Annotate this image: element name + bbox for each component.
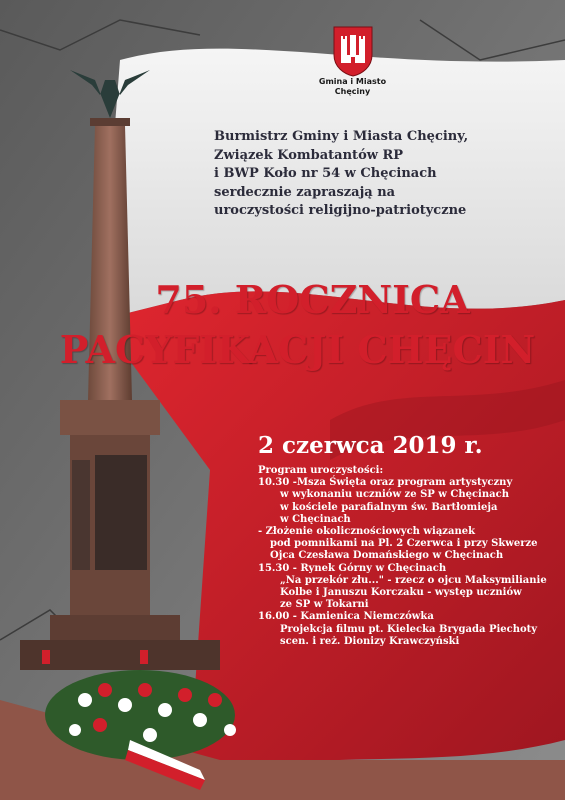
program-lines — [258, 477, 558, 648]
program-line: w kościele parafialnym św. Bartłomieja — [280, 501, 498, 513]
program-line: Kolbe i Januszu Korczaku - występ uczniów — [280, 587, 522, 599]
program-line: w wykonaniu uczniów ze SP w Chęcinach — [280, 489, 509, 501]
event-program — [258, 465, 558, 648]
program-line: Projekcja filmu pt. Kielecka Brygada Piechoty — [280, 623, 538, 635]
program-line: „Na przekór złu..." - rzecz o ojcu Maksymilianie — [280, 574, 547, 586]
program-line: 10.30 -Msza Święta oraz program artystyczny — [258, 477, 513, 489]
municipality-logo — [315, 25, 390, 97]
program-heading: Program uroczystości: — [258, 465, 384, 476]
invitation-line: i BWP Koło nr 54 w Chęcinach — [214, 166, 437, 181]
program-line: pod pomnikami na Pl. 2 Czerwca i przy Skwerze — [270, 538, 538, 550]
coat-of-arms-icon — [332, 25, 374, 77]
logo-text-line2: Chęciny — [334, 87, 371, 96]
invitation-line: serdecznie zapraszają na — [214, 184, 396, 200]
obelisk-plaque — [95, 455, 147, 570]
program-line: ze SP w Tokarni — [280, 599, 369, 611]
program-line: - Złożenie okolicznościowych wiązanek — [258, 526, 476, 538]
obelisk-capital — [60, 400, 160, 435]
invitation-line: Związek Kombatantów RP — [214, 147, 404, 163]
program-line: Ojca Czesława Domańskiego w Chęcinach — [270, 550, 504, 562]
program-line: w Chęcinach — [280, 513, 351, 525]
invitation-line: Burmistrz Gminy i Miasta Chęciny, — [214, 129, 469, 144]
logo-text-line1: Gmina i Miasto — [318, 77, 387, 86]
title-line2: PACYFIKACJI CHĘCIN — [59, 327, 536, 372]
title-line1: 75. ROCZNICA — [155, 277, 470, 322]
candle-icon — [42, 650, 50, 664]
event-title — [0, 275, 565, 375]
program-line: 15.30 - Rynek Górny w Chęcinach — [258, 562, 447, 574]
event-date: 2 czerwca 2019 r. — [258, 432, 483, 459]
obelisk-cap — [90, 118, 130, 126]
program-line: 16.00 - Kamienica Niemczówka — [258, 611, 434, 623]
obelisk-plaque-side — [72, 460, 90, 570]
invitation-text — [214, 128, 554, 221]
invitation-line: uroczystości religijno-patriotyczne — [214, 203, 467, 218]
candle-icon — [140, 650, 148, 664]
obelisk-plinth — [50, 615, 180, 640]
program-line: scen. i reż. Dionizy Krawczyński — [280, 635, 460, 647]
